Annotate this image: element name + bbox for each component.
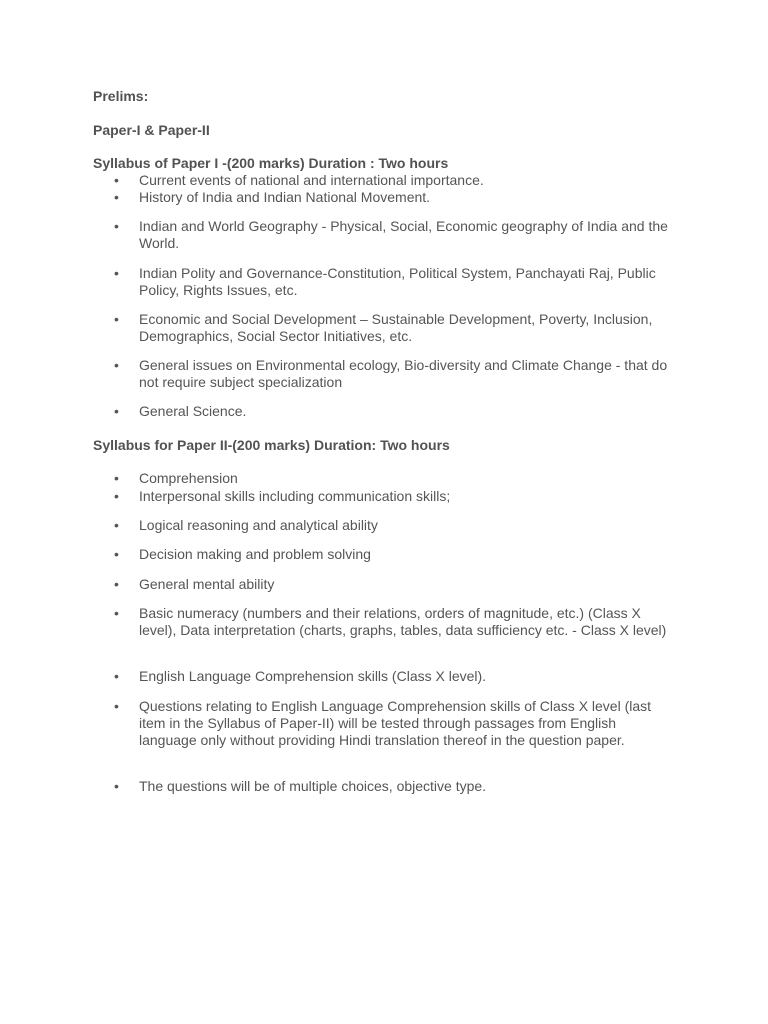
list-item xyxy=(114,265,674,299)
list-item-text: Indian and World Geography - Physical, Social, Economic geography of India and the World. xyxy=(139,218,668,251)
list-item-text: Current events of national and international importance. xyxy=(139,172,484,188)
list-item-text: History of India and Indian National Movement. xyxy=(139,189,431,205)
list-item-text: Basic numeracy (numbers and their relations, orders of magnitude, etc.) (Class X level), Data interpretation (charts, graphs, tables, data sufficiency etc. - Class X level) xyxy=(139,605,667,638)
list-item xyxy=(114,218,674,252)
list-item-text: Interpersonal skills including communication skills; xyxy=(139,488,451,504)
paper1-syllabus-heading: Syllabus of Paper I -(200 marks) Duration : Two hours xyxy=(93,155,449,171)
list-item xyxy=(114,189,674,206)
list-item xyxy=(114,403,674,420)
list-item-text: The questions will be of multiple choices, objective type. xyxy=(139,778,487,794)
list-item xyxy=(114,605,674,639)
bullet-icon: • xyxy=(114,668,119,684)
bullet-icon: • xyxy=(114,403,119,419)
list-item xyxy=(114,517,674,534)
list-item-text: General issues on Environmental ecology, Bio-diversity and Climate Change - that do not require subject specialization xyxy=(139,357,668,390)
list-item-text: English Language Comprehension skills (Class X level). xyxy=(139,668,487,684)
bullet-icon: • xyxy=(114,189,119,205)
bullet-icon: • xyxy=(114,698,119,714)
bullet-icon: • xyxy=(114,517,119,533)
bullet-icon: • xyxy=(114,576,119,592)
list-item-text: Logical reasoning and analytical ability xyxy=(139,517,378,533)
list-item-text: Economic and Social Development – Sustainable Development, Poverty, Inclusion, Demographics, Social Sector Initiatives, etc. xyxy=(139,311,653,344)
list-item-text: Indian Polity and Governance-Constitution, Political System, Panchayati Raj, Public Policy, Rights Issues, etc. xyxy=(139,265,656,298)
list-item xyxy=(114,488,674,505)
bullet-icon: • xyxy=(114,470,119,486)
list-item-text: General Science. xyxy=(139,403,247,419)
bullet-icon: • xyxy=(114,488,119,504)
bullet-icon: • xyxy=(114,778,119,794)
bullet-icon: • xyxy=(114,546,119,562)
list-item xyxy=(114,470,674,487)
list-item-text: Questions relating to English Language Comprehension skills of Class X level (last item in the Syllabus of Paper-II) will be tested through passages from English language only without providing Hindi translation thereof in the question paper. xyxy=(139,698,652,748)
bullet-icon: • xyxy=(114,357,119,373)
list-item xyxy=(114,576,674,593)
bullet-icon: • xyxy=(114,605,119,621)
list-item xyxy=(114,778,674,795)
bullet-icon: • xyxy=(114,265,119,281)
prelims-heading: Prelims: xyxy=(93,88,149,104)
list-item xyxy=(114,668,674,685)
papers-heading: Paper-I & Paper-II xyxy=(93,122,210,138)
list-item xyxy=(114,698,674,749)
bullet-icon: • xyxy=(114,218,119,234)
bullet-icon: • xyxy=(114,172,119,188)
list-item xyxy=(114,311,674,345)
bullet-icon: • xyxy=(114,311,119,327)
list-item-text: General mental ability xyxy=(139,576,275,592)
list-item xyxy=(114,172,674,189)
list-item xyxy=(114,357,674,391)
list-item xyxy=(114,546,674,563)
paper2-syllabus-heading: Syllabus for Paper II-(200 marks) Duration: Two hours xyxy=(93,437,450,453)
list-item-text: Comprehension xyxy=(139,470,238,486)
list-item-text: Decision making and problem solving xyxy=(139,546,371,562)
